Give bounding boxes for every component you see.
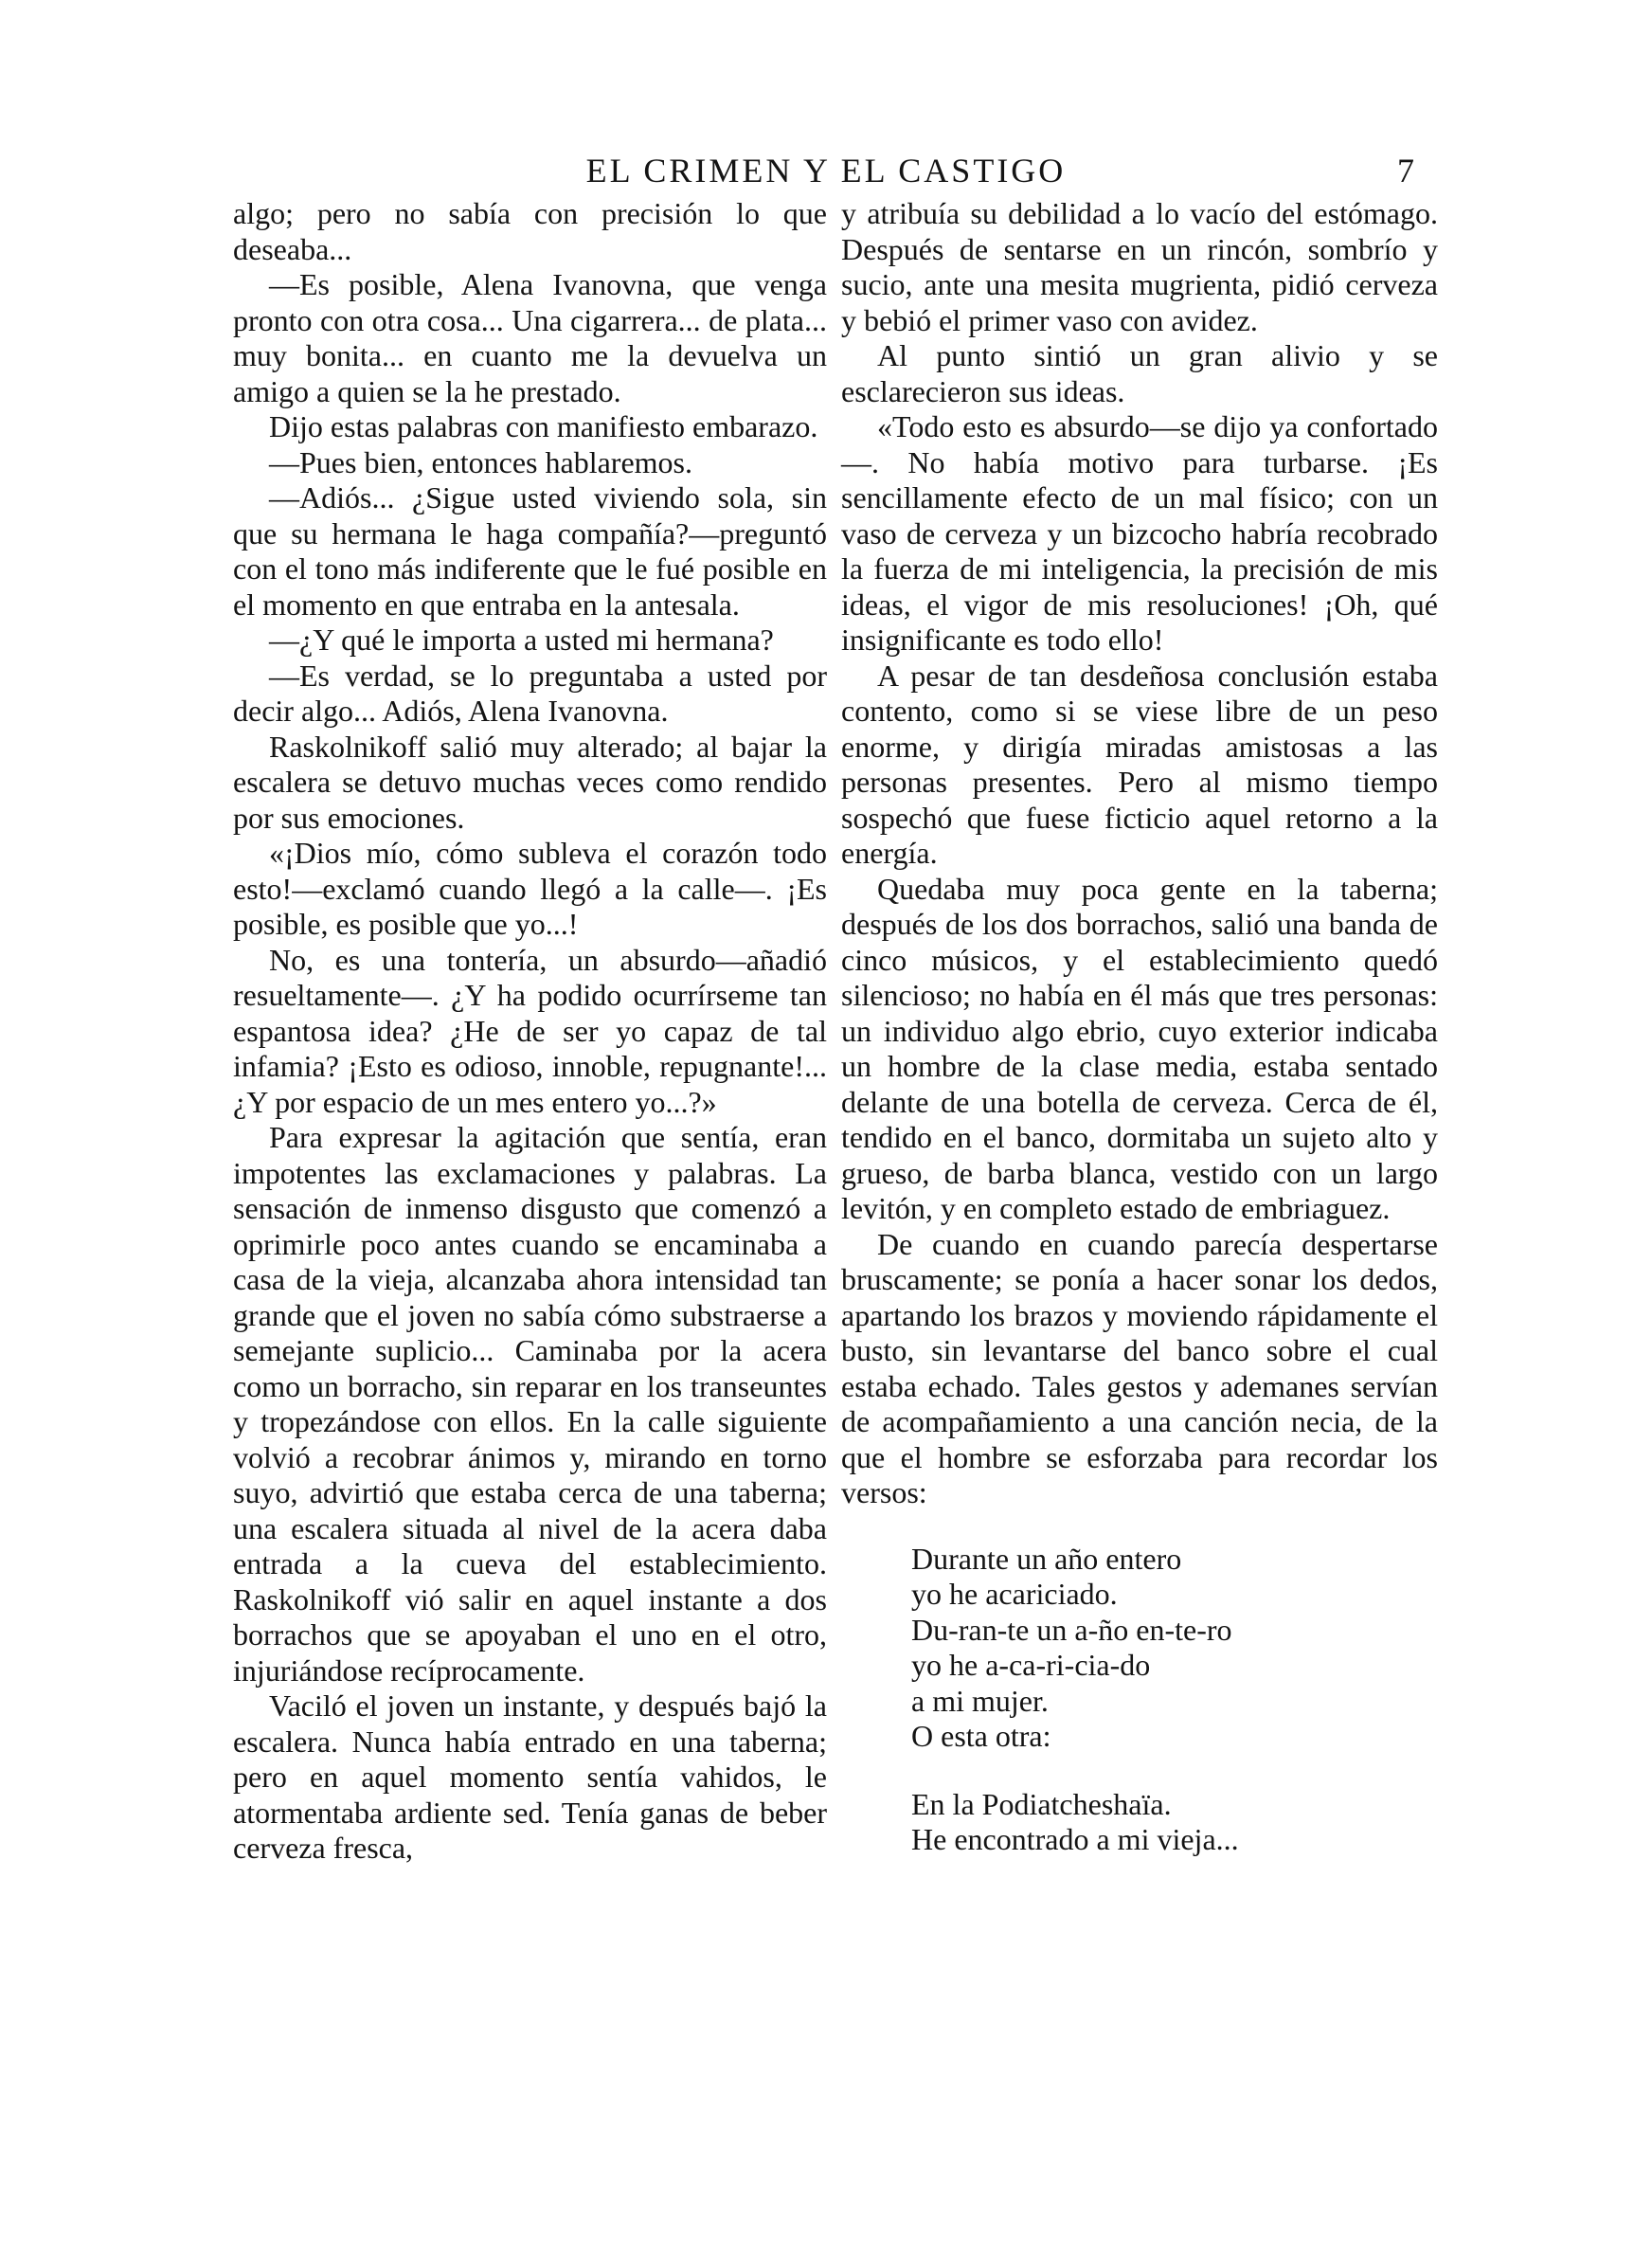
verse-line: yo he a-ca-ri-cia-do: [911, 1648, 1151, 1682]
song-verse-2: [911, 1787, 1438, 1858]
paragraph: y atribuía su debilidad a lo vacío del estómago. Después de sentarse en un rincón, sombrío y sucio, ante una mesita mugrienta, pidió cerveza y bebió el primer vaso con avidez.: [841, 196, 1438, 337]
paragraph: A pesar de tan desdeñosa conclusión estaba contento, como si se viese libre de un peso enorme, y dirigía miradas amistosas a las personas presentes. Pero al mismo tiempo sospechó que fuese ficticio aquel retorno a la energía.: [841, 658, 1438, 870]
paragraph: —Es verdad, se lo preguntaba a usted por decir algo... Adiós, Alena Ivanovna.: [233, 658, 827, 728]
left-column: [233, 196, 827, 1867]
paragraph: Al punto sintió un gran alivio y se esclarecieron sus ideas.: [841, 338, 1438, 408]
song-verse-1: [911, 1542, 1438, 1720]
paragraph: Para expresar la agitación que sentía, eran impotentes las exclamaciones y palabras. La sensación de inmenso disgusto que comenzó a oprimirle poco antes cuando se encaminaba a casa de la vieja, alcanzaba ahora intensidad tan grande que el joven no sabía cómo substraerse a semejante suplicio... Caminaba por la acera como un borracho, sin reparar en los transeuntes y tropezándose con ellos. En la calle siguiente volvió a recobrar ánimos y, mirando en torno suyo, advirtió que estaba cerca de una taberna; una escalera situada al nivel de la acera daba entrada a la cueva del establecimiento. Raskolnikoff vió salir en aquel instante a dos borrachos que se apoyaban el uno en el otro, injuriándose recíprocamente.: [233, 1120, 827, 1688]
paragraph: «¡Dios mío, cómo subleva el corazón todo esto!—exclamó cuando llegó a la calle—. ¡Es posible, es posible que yo...!: [233, 836, 827, 941]
paragraph: Dijo estas palabras con manifiesto embarazo.: [269, 409, 818, 443]
verse-line: En la Podiatcheshaïa.: [911, 1786, 1172, 1821]
verse-intro: O esta otra:: [911, 1719, 1051, 1753]
paragraph: De cuando en cuando parecía despertarse bruscamente; se ponía a hacer sonar los dedos, apartando los brazos y moviendo rápidamente el busto, sin levantarse del banco sobre el cual estaba echado. Tales gestos y ademanes servían de acompañamiento a una canción necia, de la que el hombre se esforzaba para recordar los versos:: [841, 1226, 1438, 1509]
verse-line: Du-ran-te un a-ño en-te-ro: [911, 1612, 1232, 1647]
verse-line: yo he acariciado.: [911, 1577, 1118, 1611]
paragraph: No, es una tontería, un absurdo—añadió resueltamente—. ¿Y ha podido ocurrírseme tan espantosa idea? ¿He de ser yo capaz de tal infamia? ¡Esto es odioso, innoble, repugnante!... ¿Y por espacio de un mes entero yo...?»: [233, 942, 827, 1119]
right-column: [841, 196, 1438, 1858]
paragraph: —Pues bien, entonces hablaremos.: [269, 444, 692, 479]
paragraph: Raskolnikoff salió muy alterado; al bajar la escalera se detuvo muchas veces como rendido por sus emociones.: [233, 729, 827, 835]
paragraph: Quedaba muy poca gente en la taberna; después de los dos borrachos, salió una banda de cinco músicos, y el establecimiento quedó silencioso; no había en él más que tres personas: un individuo algo ebrio, cuyo exterior indicaba un hombre de la clase media, estaba sentado delante de una botella de cerveza. Cerca de él, tendido en el banco, dormitaba un sujeto alto y grueso, de barba blanca, vestido con un largo levitón, y en completo estado de embriaguez.: [841, 871, 1438, 1225]
paragraph: algo; pero no sabía con precisión lo que deseaba...: [233, 196, 827, 266]
verse-line: Durante un año entero: [911, 1541, 1182, 1576]
page-number: 7: [1397, 152, 1414, 190]
paragraph: «Todo esto es absurdo—se dijo ya confortado—. No había motivo para turbarse. ¡Es sencillamente efecto de un mal físico; con un vaso de cerveza y un bizcocho habría recobrado la fuerza de mi inteligencia, la precisión de mis ideas, el vigor de mis resoluciones! ¡Oh, qué insignificante es todo ello!: [841, 409, 1438, 657]
running-title: EL CRIMEN Y EL CASTIGO: [585, 152, 1067, 190]
paragraph: —Es posible, Alena Ivanovna, que venga pronto con otra cosa... Una cigarrera... de plata... muy bonita... en cuanto me la devuelva un amigo a quien se la he prestado.: [233, 267, 827, 408]
paragraph: —¿Y qué le importa a usted mi hermana?: [269, 623, 774, 657]
page-header: [0, 142, 1652, 199]
paragraph: Vaciló el joven un instante, y después bajó la escalera. Nunca había entrado en una taberna; pero en aquel momento sentía vahidos, le atormentaba ardiente sed. Tenía ganas de beber cerveza fresca,: [233, 1688, 827, 1865]
verse-line: a mi mujer.: [911, 1683, 1049, 1718]
verse-line: He encontrado a mi vieja...: [911, 1822, 1239, 1856]
paragraph: —Adiós... ¿Sigue usted viviendo sola, sin que su hermana le haga compañía?—preguntó con el tono más indiferente que le fué posible en el momento en que entraba en la antesala.: [233, 480, 827, 622]
